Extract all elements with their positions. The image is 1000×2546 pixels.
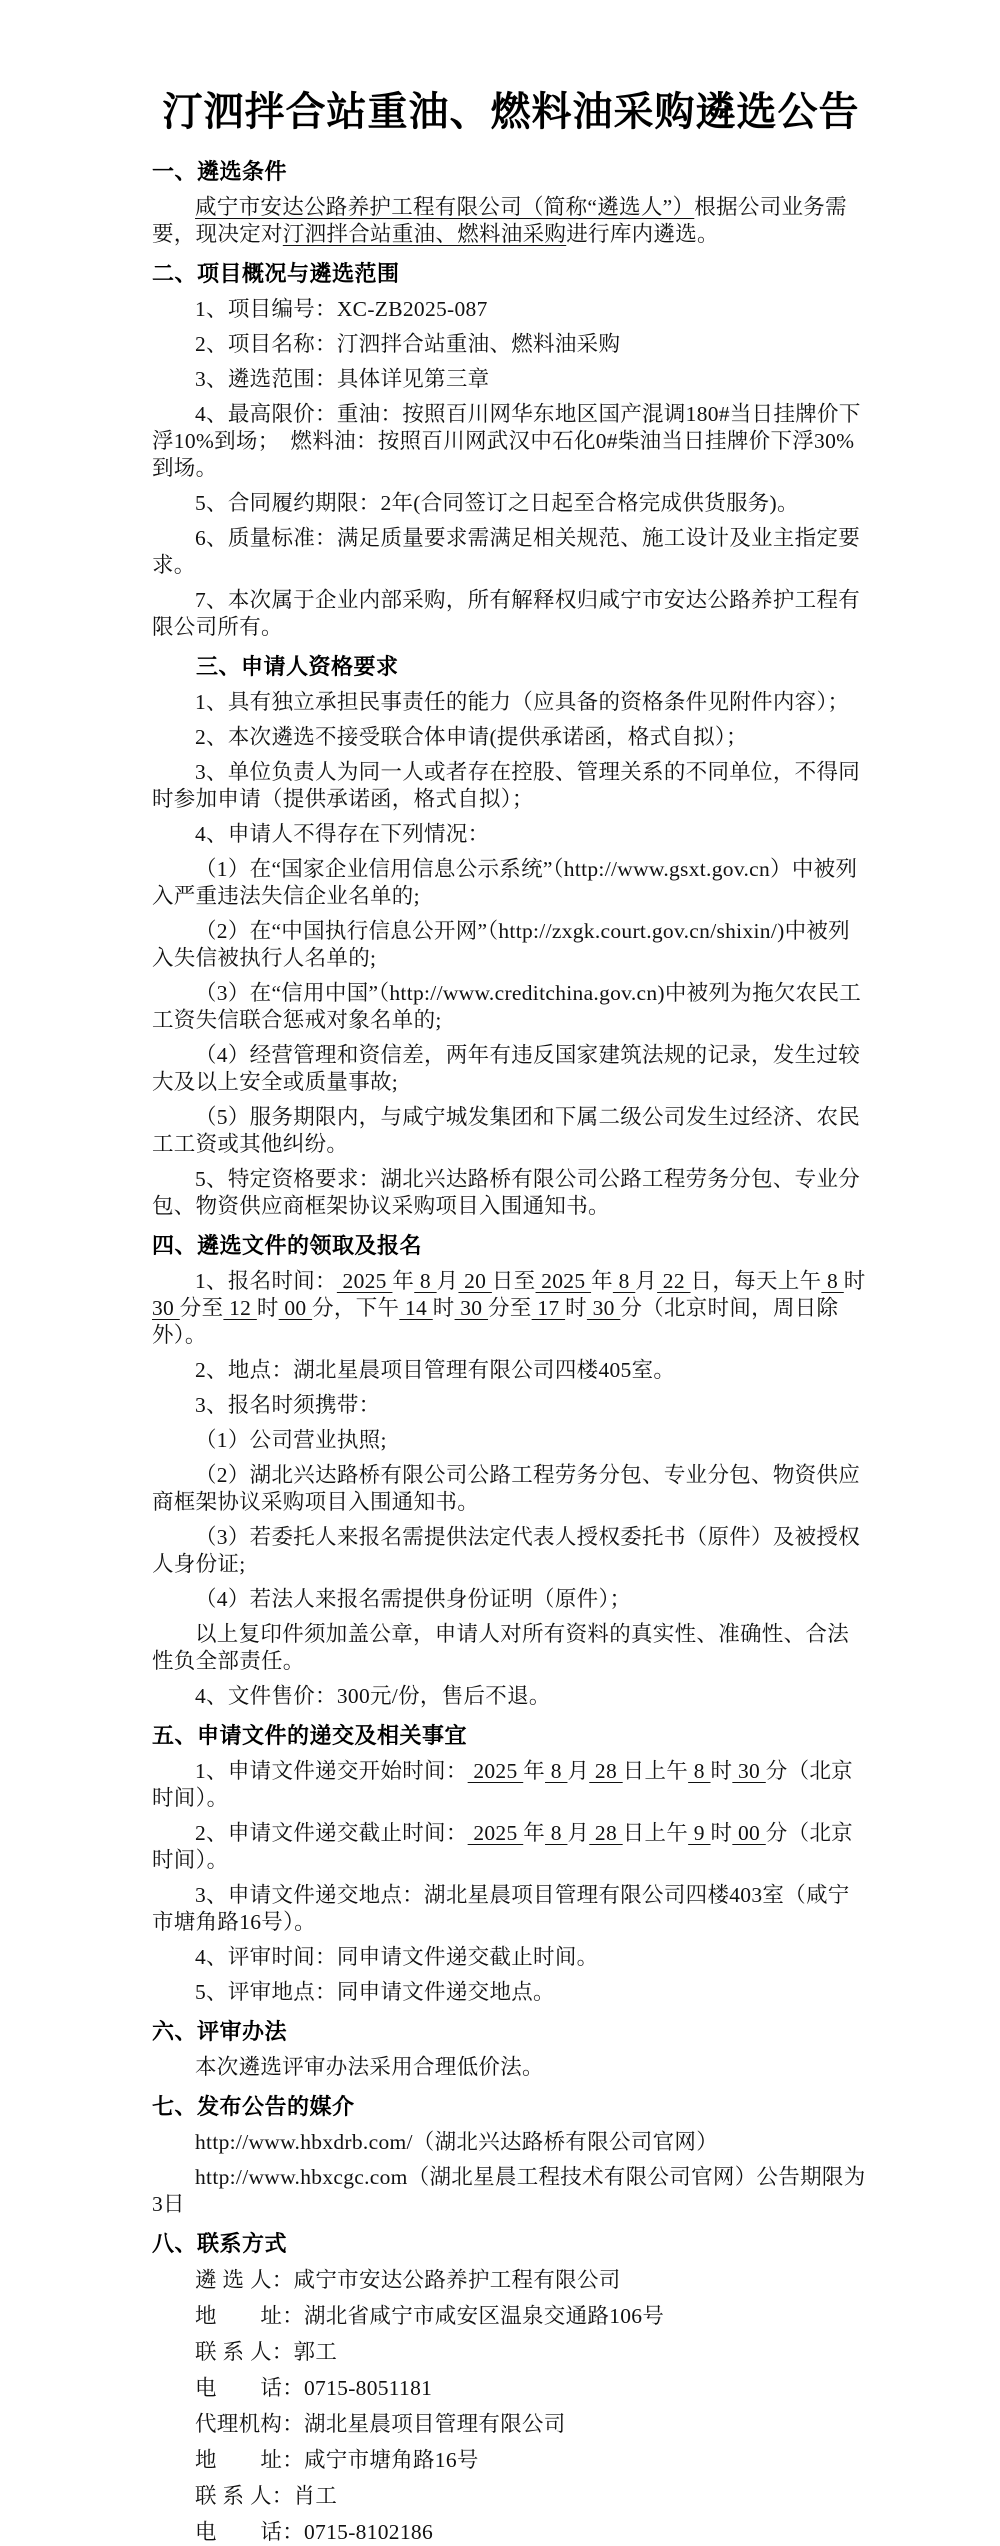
section-heading [152,1722,870,1750]
paragraph [152,331,870,358]
text-segment: 3、遴选范围：具体详见第三章 [195,367,490,391]
paragraph [152,1758,870,1812]
text-segment: 日上午 [622,1821,689,1845]
underlined-text: 2025 [467,1759,524,1783]
text-segment: 分（北京时间）。 [152,1821,853,1872]
underlined-text: 8 [612,1269,636,1293]
text-segment: 一、遴选条件 [152,159,288,184]
text-segment: 6、质量标准：满足质量要求需满足相关规范、施工设计及业主指定要求。 [152,526,861,577]
text-segment: 2、申请文件递交截止时间： [195,1821,468,1845]
paragraph [152,401,870,482]
paragraph [152,2375,870,2402]
underlined-text: 8 [545,1759,568,1783]
paragraph [152,587,870,641]
document-title: 汀泗拌合站重油、燃料油采购遴选公告 [162,90,860,134]
text-segment: 3、单位负责人为同一人或者存在控股、管理关系的不同单位，不得同时参加申请（提供承诺函，格式自拟）； [152,760,861,811]
text-segment: 1、具有独立承担民事责任的能力（应具备的资格条件见附件内容）； [195,690,850,714]
paragraph [152,1621,870,1675]
text-segment: （5）服务期限内，与咸宁城发集团和下属二级公司发生过经济、农民工工资或其他纠纷。 [152,1105,861,1156]
paragraph [152,2447,870,2474]
text-segment: 年 [591,1269,613,1293]
underlined-text: 12 [223,1296,257,1320]
text-segment: 4、申请人不得存在下列情况： [195,822,490,846]
paragraph [152,1524,870,1578]
section-heading [152,158,870,186]
text-segment: 2、本次遴选不接受联合体申请(提供承诺函，格式自拟）； [195,725,748,749]
paragraph [152,918,870,972]
section-heading [152,260,870,288]
text-segment: 时 [565,1296,587,1320]
paragraph [152,1042,870,1096]
text-segment: 月 [635,1269,658,1293]
underlined-text: 8 [414,1269,437,1293]
paragraph [152,1104,870,1158]
paragraph [152,1268,870,1349]
document-body [152,158,870,2546]
text-segment: 时 [710,1759,733,1783]
section-heading [152,1232,870,1260]
text-segment: 月 [436,1269,459,1293]
paragraph [152,821,870,848]
paragraph [152,2164,870,2218]
text-segment: 电 话：0715-8051181 [195,2376,433,2400]
underlined-text: 28 [589,1821,623,1845]
underlined-text: 20 [458,1269,492,1293]
paragraph [152,1427,870,1454]
text-segment: 日，每天上午 [690,1269,822,1293]
text-segment: 5、合同履约期限：2年(合同签订之日起至合格完成供货服务)。 [195,491,799,515]
text-segment: 进行库内遴选。 [566,222,719,246]
underlined-text: 30 [454,1296,489,1320]
text-segment: 联 系 人：肖工 [195,2484,338,2508]
text-segment: 本次遴选评审办法采用合理低价法。 [195,2055,544,2079]
text-segment: 时 [710,1821,733,1845]
paragraph [152,724,870,751]
section-heading [152,2018,870,2046]
section-heading [152,2093,870,2121]
text-segment: （3）在“信用中国”（http://www.creditchina.gov.cn)中被列为拖欠农民工工资失信联合惩戒对象名单的; [152,981,862,1032]
paragraph [152,1357,870,1384]
text-segment: 4、文件售价：300元/份，售后不退。 [195,1684,551,1708]
text-segment: 时 [843,1269,866,1293]
underlined-text: 30 [586,1296,621,1320]
text-segment: 时 [256,1296,279,1320]
text-segment: http://www.hbxdrb.com/（湖北兴达路桥有限公司官网） [195,2130,719,2154]
text-segment: 四、遴选文件的领取及报名 [152,1233,423,1258]
text-segment: http://www.hbxcgc.com（湖北星晨工程技术有限公司官网）公告期限为3日 [152,2165,866,2216]
section-heading [152,2230,870,2258]
text-segment: 分，下午 [312,1296,400,1320]
paragraph [152,689,870,716]
underlined-text: 咸宁市安达公路养护工程有限公司（简称“遴选人”） [195,195,695,219]
underlined-text: 14 [399,1296,433,1320]
underlined-text: 00 [732,1821,766,1845]
paragraph [152,2129,870,2156]
text-segment: 分（北京时间）。 [152,1759,853,1810]
text-segment: 分至 [488,1296,532,1320]
text-segment: 联 系 人：郭工 [195,2340,338,2364]
text-segment: 根据公司业务需要，现决定对 [152,195,847,246]
underlined-text: 30 [152,1296,180,1320]
underlined-text: 8 [821,1269,844,1293]
text-segment: 分（北京时间，周日除外）。 [152,1296,839,1347]
paragraph [152,1586,870,1613]
paragraph [152,366,870,393]
text-segment: 1、报名时间： [195,1269,337,1293]
text-segment: 4、评审时间：同申请文件递交截止时间。 [195,1945,599,1969]
paragraph [152,980,870,1034]
underlined-text: 22 [657,1269,691,1293]
paragraph [152,1166,870,1220]
paragraph [152,2519,870,2546]
paragraph [152,2411,870,2438]
text-segment: （4）经营管理和资信差，两年有违反国家建筑法规的记录，发生过较大及以上安全或质量事故; [152,1043,861,1094]
text-segment: （3）若委托人来报名需提供法定代表人授权委托书（原件）及被授权人身份证; [152,1525,861,1576]
text-segment: 3、申请文件递交地点：湖北星晨项目管理有限公司四楼403室（咸宁市塘角路16号）。 [152,1883,850,1934]
text-segment: 地 址：咸宁市塘角路16号 [195,2448,479,2472]
text-segment: 八、联系方式 [152,2231,288,2256]
text-segment: 日至 [491,1269,536,1293]
text-segment: 分至 [179,1296,224,1320]
text-segment: （1）在“国家企业信用信息公示系统”（http://www.gsxt.gov.cn）中被列入严重违法失信企业名单的; [152,857,858,908]
text-segment: 年 [392,1269,415,1293]
paragraph [152,194,870,248]
text-segment: （4）若法人来报名需提供身份证明（原件）； [195,1587,632,1611]
text-segment: 年 [523,1759,546,1783]
text-segment: 七、发布公告的媒介 [152,2094,355,2119]
text-segment: 遴 选 人：咸宁市安达公路养护工程有限公司 [195,2268,621,2292]
text-segment: 2、地点：湖北星晨项目管理有限公司四楼405室。 [195,1358,676,1382]
underlined-text: 17 [531,1296,566,1320]
paragraph [152,759,870,813]
text-segment: 代理机构：湖北星晨项目管理有限公司 [195,2412,566,2436]
paragraph [152,1882,870,1936]
text-segment: 月 [567,1821,590,1845]
paragraph [152,1944,870,1971]
text-segment: （2）在“中国执行信息公开网”（http://zxgk.court.gov.cn/shixin/)中被列入失信被执行人名单的; [152,919,850,970]
text-segment: 1、申请文件递交开始时间： [195,1759,468,1783]
underlined-text: 00 [278,1296,313,1320]
text-segment: 4、最高限价：重油：按照百川网华东地区国产混调180#当日挂牌价下浮10%到场； 燃料油：按照百川网武汉中石化0#柴油当日挂牌价下浮30%到场。 [152,402,861,480]
paragraph [152,525,870,579]
paragraph [152,1683,870,1710]
paragraph [152,2303,870,2330]
paragraph [152,1979,870,2006]
text-segment: 日上午 [622,1759,689,1783]
paragraph [152,2054,870,2081]
text-segment: 地 址：湖北省咸宁市咸安区温泉交通路106号 [195,2304,665,2328]
text-segment: 时 [432,1296,455,1320]
text-segment: 以上复印件须加盖公章，申请人对所有资料的真实性、准确性、合法性负全部责任。 [152,1622,850,1673]
text-segment: 二、项目概况与遴选范围 [152,261,400,286]
underlined-text: 30 [732,1759,766,1783]
text-segment: 1、项目编号：XC-ZB2025-087 [195,297,488,321]
underlined-text: 8 [688,1759,711,1783]
text-segment: 电 话：0715-8102186 [195,2520,434,2544]
underlined-text: 2025 [467,1821,524,1845]
text-segment: 五、申请文件的递交及相关事宜 [152,1723,468,1748]
underlined-text: 2025 [535,1269,592,1293]
text-segment: 5、评审地点：同申请文件递交地点。 [195,1980,555,2004]
text-segment: （2）湖北兴达路桥有限公司公路工程劳务分包、专业分包、物资供应商框架协议采购项目入围通知书。 [152,1463,861,1514]
paragraph [152,2339,870,2366]
text-segment: 月 [567,1759,590,1783]
section-heading [196,653,870,681]
text-segment: 5、特定资格要求：湖北兴达路桥有限公司公路工程劳务分包、专业分包、物资供应商框架协议采购项目入围通知书。 [152,1167,861,1218]
text-segment: 7、本次属于企业内部采购，所有解释权归咸宁市安达公路养护工程有限公司所有。 [152,588,861,639]
text-segment: 六、评审办法 [152,2019,288,2044]
paragraph [152,1392,870,1419]
text-segment: 三、申请人资格要求 [196,654,399,679]
text-segment: 3、报名时须携带： [195,1393,381,1417]
text-segment: （1）公司营业执照; [195,1428,387,1452]
underlined-text: 9 [688,1821,711,1845]
paragraph [152,2483,870,2510]
underlined-text: 8 [545,1821,568,1845]
paragraph [152,1462,870,1516]
paragraph [152,296,870,323]
underlined-text: 汀泗拌合站重油、燃料油采购 [282,222,567,246]
text-segment: 年 [523,1821,546,1845]
underlined-text: 2025 [336,1269,393,1293]
paragraph [152,2267,870,2294]
paragraph [152,490,870,517]
paragraph [152,856,870,910]
paragraph [152,1820,870,1874]
text-segment: 2、项目名称：汀泗拌合站重油、燃料油采购 [195,332,621,356]
underlined-text: 28 [589,1759,623,1783]
